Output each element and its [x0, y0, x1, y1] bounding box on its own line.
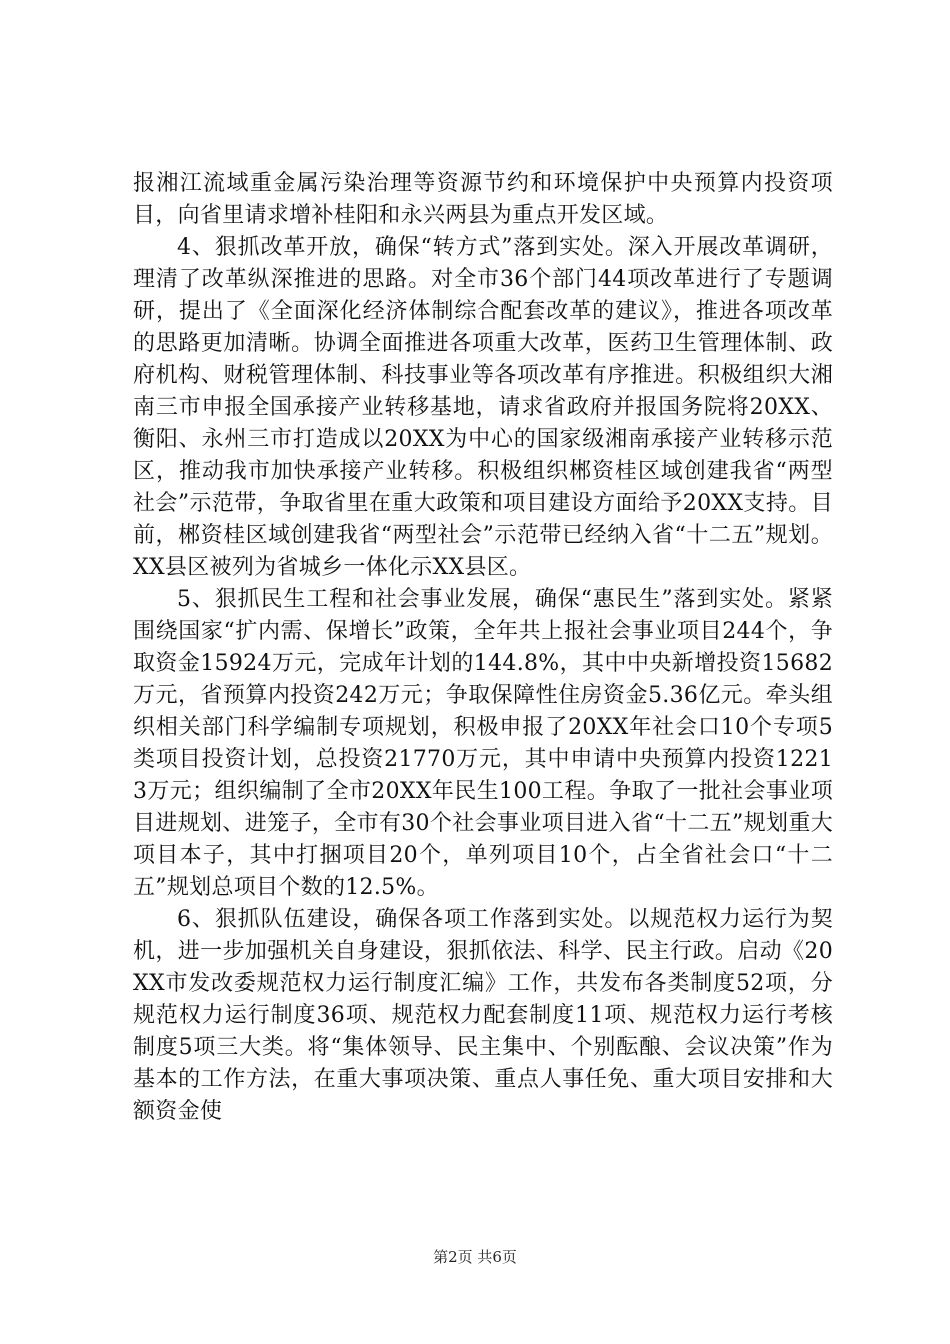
page-footer: 第2页 共6页: [433, 1248, 517, 1266]
paragraph-4: 6、狠抓队伍建设，确保各项工作落到实处。以规范权力运行为契机，进一步加强机关自身建设，狠抓依法、科学、民主行政。启动《20XX市发改委规范权力运行制度汇编》工作，共发布各类制度52项，分规范权力运行制度36项、规范权力配套制度11项、规范权力运行考核制度5项三大类。将“集体领导、民主集中、个别酝酿、会议决策”作为基本的工作方法，在重大事项决策、重点人事任免、重大项目安排和大额资金使: [133, 907, 833, 1124]
document-body: [133, 168, 833, 1128]
paragraph-3: 5、狠抓民生工程和社会事业发展，确保“惠民生”落到实处。紧紧围绕国家“扩内需、保增长”政策，全年共上报社会事业项目244个，争取资金15924万元，完成年计划的144.8%，其中中央新增投资15682万元，省预算内投资242万元；争取保障性住房资金5.36亿元。牵头组织相关部门科学编制专项规划，积极申报了20XX年社会口10个专项5类项目投资计划，总投资21770万元，其中申请中央预算内投资12213万元；组织编制了全市20XX年民生100工程。争取了一批社会事业项目进规划、进笼子，全市有30个社会事业项目进入省“十二五”规划重大项目本子，其中打捆项目20个，单列项目10个，占全省社会口“十二五”规划总项目个数的12.5%。: [133, 587, 833, 900]
paragraph-2: 4、狠抓改革开放，确保“转方式”落到实处。深入开展改革调研，理清了改革纵深推进的思路。对全市36个部门44项改革进行了专题调研，提出了《全面深化经济体制综合配套改革的建议》，推进各项改革的思路更加清晰。协调全面推进各项重大改革，医药卫生管理体制、政府机构、财税管理体制、科技事业等各项改革有序推进。积极组织大湘南三市申报全国承接产业转移基地，请求省政府并报国务院将20XX、衡阳、永州三市打造成以20XX为中心的国家级湘南承接产业转移示范区，推动我市加快承接产业转移。积极组织郴资桂区域创建我省“两型社会”示范带，争取省里在重大政策和项目建设方面给予20XX支持。目前，郴资桂区域创建我省“两型社会”示范带已经纳入省“十二五”规划。XX县区被列为省城乡一体化示XX县区。: [133, 235, 833, 580]
paragraph-1: 报湘江流域重金属污染治理等资源节约和环境保护中央预算内投资项目，向省里请求增补桂阳和永兴两县为重点开发区域。: [133, 171, 833, 228]
